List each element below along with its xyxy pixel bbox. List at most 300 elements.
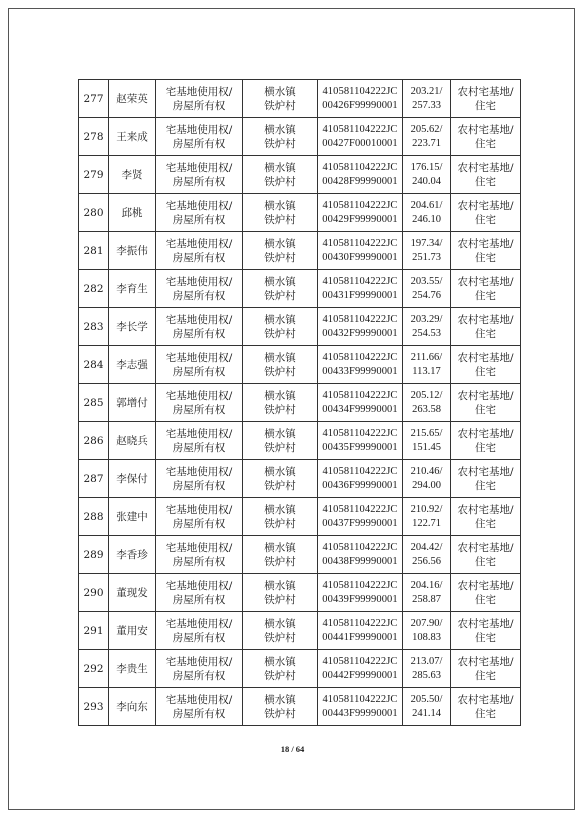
owner-name-cell: 王来成 xyxy=(109,118,156,156)
land-use-line: 住宅 xyxy=(475,441,496,454)
unit-code-line: 410581104222JC xyxy=(322,199,398,211)
right-type-line: 房屋所有权 xyxy=(172,175,226,188)
right-type-cell xyxy=(156,612,243,650)
area-line: 108.83 xyxy=(412,631,441,643)
right-type-cell xyxy=(156,384,243,422)
table-row xyxy=(79,688,521,726)
unit-code-line: 00442F99990001 xyxy=(322,669,398,681)
location-line: 横水镇 xyxy=(264,693,296,706)
right-type-line: 房屋所有权 xyxy=(172,403,226,416)
area-line: 285.63 xyxy=(412,669,441,681)
location-line: 铁炉村 xyxy=(264,669,296,682)
area-cell xyxy=(403,346,451,384)
unit-code-cell xyxy=(318,536,403,574)
right-type-line: 宅基地使用权/ xyxy=(165,465,233,478)
owner-name-cell: 邱桃 xyxy=(109,194,156,232)
right-type-line: 宅基地使用权/ xyxy=(165,275,233,288)
record-number-cell: 291 xyxy=(79,612,109,650)
location-line: 横水镇 xyxy=(264,123,296,136)
land-use-line: 农村宅基地/ xyxy=(457,541,514,554)
unit-code-cell xyxy=(318,308,403,346)
record-number-cell: 284 xyxy=(79,346,109,384)
land-use-line: 住宅 xyxy=(475,403,496,416)
owner-name-cell: 李贤 xyxy=(109,156,156,194)
location-line: 铁炉村 xyxy=(264,327,296,340)
unit-code-cell xyxy=(318,346,403,384)
land-use-cell xyxy=(451,574,521,612)
location-cell xyxy=(243,308,318,346)
land-use-line: 农村宅基地/ xyxy=(457,237,514,250)
location-cell xyxy=(243,384,318,422)
unit-code-line: 410581104222JC xyxy=(322,123,398,135)
right-type-line: 房屋所有权 xyxy=(172,289,226,302)
owner-name-cell: 董用安 xyxy=(109,612,156,650)
right-type-cell xyxy=(156,308,243,346)
right-type-line: 房屋所有权 xyxy=(172,327,226,340)
land-use-cell xyxy=(451,194,521,232)
unit-code-line: 00435F99990001 xyxy=(322,441,398,453)
area-line: 197.34/ xyxy=(410,237,443,249)
unit-code-line: 410581104222JC xyxy=(322,427,398,439)
right-type-line: 房屋所有权 xyxy=(172,99,226,112)
land-use-cell xyxy=(451,384,521,422)
location-line: 铁炉村 xyxy=(264,707,296,720)
unit-code-cell xyxy=(318,650,403,688)
record-number-cell: 286 xyxy=(79,422,109,460)
unit-code-line: 00436F99990001 xyxy=(322,479,398,491)
unit-code-cell xyxy=(318,612,403,650)
location-line: 横水镇 xyxy=(264,199,296,212)
location-line: 铁炉村 xyxy=(264,631,296,644)
right-type-cell xyxy=(156,118,243,156)
right-type-line: 房屋所有权 xyxy=(172,517,226,530)
record-number-cell: 292 xyxy=(79,650,109,688)
table-row xyxy=(79,384,521,422)
unit-code-cell xyxy=(318,156,403,194)
area-line: 213.07/ xyxy=(410,655,443,667)
location-line: 铁炉村 xyxy=(264,289,296,302)
area-line: 204.61/ xyxy=(410,199,443,211)
location-line: 铁炉村 xyxy=(264,403,296,416)
location-line: 横水镇 xyxy=(264,579,296,592)
location-cell xyxy=(243,80,318,118)
right-type-cell xyxy=(156,422,243,460)
location-line: 铁炉村 xyxy=(264,555,296,568)
land-use-line: 农村宅基地/ xyxy=(457,351,514,364)
area-line: 205.62/ xyxy=(410,123,443,135)
record-number-cell: 279 xyxy=(79,156,109,194)
land-use-line: 住宅 xyxy=(475,631,496,644)
owner-name-cell: 李振伟 xyxy=(109,232,156,270)
land-use-line: 住宅 xyxy=(475,707,496,720)
location-line: 横水镇 xyxy=(264,85,296,98)
land-use-cell xyxy=(451,536,521,574)
table-row xyxy=(79,232,521,270)
land-use-line: 农村宅基地/ xyxy=(457,579,514,592)
record-number-cell: 289 xyxy=(79,536,109,574)
area-line: 254.53 xyxy=(412,327,441,339)
area-cell xyxy=(403,498,451,536)
area-line: 203.21/ xyxy=(410,85,443,97)
unit-code-cell xyxy=(318,498,403,536)
unit-code-line: 410581104222JC xyxy=(322,579,398,591)
owner-name-cell: 李向东 xyxy=(109,688,156,726)
owner-name-cell: 李香珍 xyxy=(109,536,156,574)
right-type-cell xyxy=(156,194,243,232)
owner-name-cell: 李贵生 xyxy=(109,650,156,688)
right-type-cell xyxy=(156,650,243,688)
right-type-cell xyxy=(156,574,243,612)
record-number-cell: 290 xyxy=(79,574,109,612)
area-line: 263.58 xyxy=(412,403,441,415)
table-row xyxy=(79,156,521,194)
right-type-line: 房屋所有权 xyxy=(172,251,226,264)
location-line: 铁炉村 xyxy=(264,175,296,188)
area-line: 223.71 xyxy=(412,137,441,149)
record-number-cell: 285 xyxy=(79,384,109,422)
unit-code-line: 410581104222JC xyxy=(322,313,398,325)
unit-code-line: 410581104222JC xyxy=(322,237,398,249)
area-cell xyxy=(403,612,451,650)
unit-code-line: 00427F00010001 xyxy=(322,137,398,149)
area-line: 211.66/ xyxy=(410,351,443,363)
location-cell xyxy=(243,574,318,612)
land-use-line: 农村宅基地/ xyxy=(457,617,514,630)
land-use-line: 农村宅基地/ xyxy=(457,313,514,326)
location-line: 横水镇 xyxy=(264,541,296,554)
area-line: 241.14 xyxy=(412,707,441,719)
land-use-line: 住宅 xyxy=(475,175,496,188)
right-type-line: 宅基地使用权/ xyxy=(165,199,233,212)
land-use-line: 住宅 xyxy=(475,289,496,302)
right-type-cell xyxy=(156,232,243,270)
location-cell xyxy=(243,270,318,308)
area-line: 294.00 xyxy=(412,479,441,491)
land-use-line: 农村宅基地/ xyxy=(457,693,514,706)
unit-code-line: 00429F99990001 xyxy=(322,213,398,225)
table-row xyxy=(79,422,521,460)
area-line: 204.42/ xyxy=(410,541,443,553)
unit-code-cell xyxy=(318,574,403,612)
location-line: 铁炉村 xyxy=(264,365,296,378)
unit-code-line: 00437F99990001 xyxy=(322,517,398,529)
area-line: 203.29/ xyxy=(410,313,443,325)
area-line: 203.55/ xyxy=(410,275,443,287)
table-row xyxy=(79,650,521,688)
land-use-cell xyxy=(451,460,521,498)
land-use-line: 住宅 xyxy=(475,213,496,226)
location-line: 铁炉村 xyxy=(264,517,296,530)
location-cell xyxy=(243,498,318,536)
right-type-line: 宅基地使用权/ xyxy=(165,541,233,554)
location-line: 横水镇 xyxy=(264,655,296,668)
right-type-line: 宅基地使用权/ xyxy=(165,655,233,668)
land-use-line: 住宅 xyxy=(475,517,496,530)
land-use-cell xyxy=(451,346,521,384)
right-type-line: 房屋所有权 xyxy=(172,707,226,720)
right-type-line: 宅基地使用权/ xyxy=(165,237,233,250)
unit-code-line: 00443F99990001 xyxy=(322,707,398,719)
right-type-line: 宅基地使用权/ xyxy=(165,427,233,440)
land-use-line: 农村宅基地/ xyxy=(457,503,514,516)
table-row xyxy=(79,612,521,650)
right-type-line: 宅基地使用权/ xyxy=(165,123,233,136)
location-cell xyxy=(243,460,318,498)
records-table xyxy=(78,79,521,726)
right-type-line: 房屋所有权 xyxy=(172,213,226,226)
unit-code-line: 410581104222JC xyxy=(322,351,398,363)
owner-name-cell: 张建中 xyxy=(109,498,156,536)
area-line: 210.46/ xyxy=(410,465,443,477)
right-type-cell xyxy=(156,80,243,118)
right-type-line: 宅基地使用权/ xyxy=(165,85,233,98)
unit-code-line: 410581104222JC xyxy=(322,465,398,477)
unit-code-line: 00431F99990001 xyxy=(322,289,398,301)
land-use-line: 住宅 xyxy=(475,555,496,568)
location-line: 铁炉村 xyxy=(264,99,296,112)
table-row xyxy=(79,194,521,232)
area-cell xyxy=(403,232,451,270)
location-line: 横水镇 xyxy=(264,161,296,174)
land-use-cell xyxy=(451,80,521,118)
right-type-line: 宅基地使用权/ xyxy=(165,617,233,630)
unit-code-cell xyxy=(318,688,403,726)
location-line: 横水镇 xyxy=(264,617,296,630)
right-type-line: 宅基地使用权/ xyxy=(165,693,233,706)
right-type-line: 宅基地使用权/ xyxy=(165,389,233,402)
area-cell xyxy=(403,688,451,726)
area-line: 113.17 xyxy=(412,365,441,377)
land-use-line: 住宅 xyxy=(475,479,496,492)
right-type-cell xyxy=(156,346,243,384)
area-line: 257.33 xyxy=(412,99,441,111)
land-use-cell xyxy=(451,422,521,460)
area-cell xyxy=(403,384,451,422)
right-type-cell xyxy=(156,536,243,574)
location-line: 铁炉村 xyxy=(264,593,296,606)
land-use-cell xyxy=(451,270,521,308)
area-line: 240.04 xyxy=(412,175,441,187)
location-cell xyxy=(243,156,318,194)
area-line: 251.73 xyxy=(412,251,441,263)
table-row xyxy=(79,498,521,536)
table-row xyxy=(79,270,521,308)
table-row xyxy=(79,80,521,118)
location-line: 横水镇 xyxy=(264,351,296,364)
location-line: 铁炉村 xyxy=(264,137,296,150)
right-type-line: 宅基地使用权/ xyxy=(165,313,233,326)
location-cell xyxy=(243,650,318,688)
unit-code-line: 410581104222JC xyxy=(322,389,398,401)
unit-code-line: 00430F99990001 xyxy=(322,251,398,263)
page-number: 18 / 64 xyxy=(280,744,305,754)
land-use-cell xyxy=(451,650,521,688)
record-number-cell: 282 xyxy=(79,270,109,308)
right-type-line: 宅基地使用权/ xyxy=(165,579,233,592)
right-type-cell xyxy=(156,498,243,536)
land-use-line: 农村宅基地/ xyxy=(457,275,514,288)
unit-code-cell xyxy=(318,460,403,498)
unit-code-cell xyxy=(318,232,403,270)
table-row xyxy=(79,574,521,612)
unit-code-line: 410581104222JC xyxy=(322,693,398,705)
area-line: 254.76 xyxy=(412,289,441,301)
right-type-line: 房屋所有权 xyxy=(172,593,226,606)
unit-code-cell xyxy=(318,270,403,308)
owner-name-cell: 李志强 xyxy=(109,346,156,384)
location-line: 横水镇 xyxy=(264,427,296,440)
area-line: 151.45 xyxy=(412,441,441,453)
land-use-line: 农村宅基地/ xyxy=(457,85,514,98)
location-line: 铁炉村 xyxy=(264,251,296,264)
unit-code-line: 00438F99990001 xyxy=(322,555,398,567)
record-number-cell: 293 xyxy=(79,688,109,726)
area-cell xyxy=(403,422,451,460)
unit-code-cell xyxy=(318,384,403,422)
area-cell xyxy=(403,156,451,194)
location-cell xyxy=(243,118,318,156)
right-type-line: 房屋所有权 xyxy=(172,479,226,492)
land-use-line: 农村宅基地/ xyxy=(457,161,514,174)
area-line: 258.87 xyxy=(412,593,441,605)
right-type-line: 房屋所有权 xyxy=(172,137,226,150)
owner-name-cell: 李长学 xyxy=(109,308,156,346)
record-number-cell: 283 xyxy=(79,308,109,346)
unit-code-line: 410581104222JC xyxy=(322,503,398,515)
land-use-line: 住宅 xyxy=(475,593,496,606)
right-type-line: 房屋所有权 xyxy=(172,441,226,454)
area-cell xyxy=(403,308,451,346)
unit-code-line: 00434F99990001 xyxy=(322,403,398,415)
land-use-line: 农村宅基地/ xyxy=(457,655,514,668)
record-number-cell: 287 xyxy=(79,460,109,498)
table-row xyxy=(79,460,521,498)
land-use-cell xyxy=(451,308,521,346)
area-line: 256.56 xyxy=(412,555,441,567)
location-line: 横水镇 xyxy=(264,237,296,250)
area-cell xyxy=(403,194,451,232)
right-type-line: 宅基地使用权/ xyxy=(165,351,233,364)
area-line: 204.16/ xyxy=(410,579,443,591)
location-cell xyxy=(243,536,318,574)
area-line: 122.71 xyxy=(412,517,441,529)
owner-name-cell: 董现发 xyxy=(109,574,156,612)
right-type-line: 宅基地使用权/ xyxy=(165,503,233,516)
record-number-cell: 281 xyxy=(79,232,109,270)
right-type-cell xyxy=(156,460,243,498)
table-row xyxy=(79,118,521,156)
area-cell xyxy=(403,460,451,498)
unit-code-cell xyxy=(318,118,403,156)
location-line: 铁炉村 xyxy=(264,213,296,226)
owner-name-cell: 赵晓兵 xyxy=(109,422,156,460)
unit-code-line: 410581104222JC xyxy=(322,541,398,553)
right-type-line: 房屋所有权 xyxy=(172,555,226,568)
location-line: 横水镇 xyxy=(264,275,296,288)
owner-name-cell: 赵荣英 xyxy=(109,80,156,118)
area-cell xyxy=(403,650,451,688)
unit-code-line: 410581104222JC xyxy=(322,275,398,287)
record-number-cell: 280 xyxy=(79,194,109,232)
area-line: 205.12/ xyxy=(410,389,443,401)
unit-code-line: 410581104222JC xyxy=(322,617,398,629)
land-use-cell xyxy=(451,498,521,536)
unit-code-line: 00439F99990001 xyxy=(322,593,398,605)
area-cell xyxy=(403,536,451,574)
table-row xyxy=(79,308,521,346)
right-type-line: 房屋所有权 xyxy=(172,631,226,644)
right-type-line: 房屋所有权 xyxy=(172,669,226,682)
unit-code-line: 00428F99990001 xyxy=(322,175,398,187)
area-line: 207.90/ xyxy=(410,617,443,629)
location-line: 横水镇 xyxy=(264,313,296,326)
location-cell xyxy=(243,232,318,270)
location-line: 铁炉村 xyxy=(264,441,296,454)
land-use-line: 住宅 xyxy=(475,251,496,264)
record-number-cell: 288 xyxy=(79,498,109,536)
area-cell xyxy=(403,574,451,612)
area-line: 205.50/ xyxy=(410,693,443,705)
right-type-cell xyxy=(156,688,243,726)
land-use-line: 农村宅基地/ xyxy=(457,389,514,402)
unit-code-cell xyxy=(318,422,403,460)
area-cell xyxy=(403,80,451,118)
land-use-line: 住宅 xyxy=(475,99,496,112)
location-line: 横水镇 xyxy=(264,503,296,516)
location-cell xyxy=(243,422,318,460)
right-type-line: 房屋所有权 xyxy=(172,365,226,378)
location-cell xyxy=(243,194,318,232)
unit-code-cell xyxy=(318,80,403,118)
unit-code-line: 410581104222JC xyxy=(322,85,398,97)
land-use-cell xyxy=(451,118,521,156)
land-use-line: 农村宅基地/ xyxy=(457,123,514,136)
right-type-line: 宅基地使用权/ xyxy=(165,161,233,174)
area-cell xyxy=(403,118,451,156)
land-use-line: 住宅 xyxy=(475,365,496,378)
unit-code-line: 00441F99990001 xyxy=(322,631,398,643)
land-use-line: 农村宅基地/ xyxy=(457,427,514,440)
location-cell xyxy=(243,612,318,650)
location-line: 横水镇 xyxy=(264,465,296,478)
owner-name-cell: 李育生 xyxy=(109,270,156,308)
owner-name-cell: 李保付 xyxy=(109,460,156,498)
land-use-line: 农村宅基地/ xyxy=(457,465,514,478)
unit-code-line: 00432F99990001 xyxy=(322,327,398,339)
area-line: 176.15/ xyxy=(410,161,443,173)
table-row xyxy=(79,536,521,574)
location-cell xyxy=(243,688,318,726)
unit-code-line: 410581104222JC xyxy=(322,655,398,667)
location-line: 铁炉村 xyxy=(264,479,296,492)
area-line: 215.65/ xyxy=(410,427,443,439)
area-line: 210.92/ xyxy=(410,503,443,515)
owner-name-cell: 郭增付 xyxy=(109,384,156,422)
record-number-cell: 277 xyxy=(79,80,109,118)
land-use-line: 住宅 xyxy=(475,327,496,340)
location-cell xyxy=(243,346,318,384)
land-use-cell xyxy=(451,688,521,726)
land-use-cell xyxy=(451,612,521,650)
unit-code-line: 00433F99990001 xyxy=(322,365,398,377)
records-body xyxy=(79,80,521,726)
record-number-cell: 278 xyxy=(79,118,109,156)
land-use-line: 住宅 xyxy=(475,137,496,150)
unit-code-line: 00426F99990001 xyxy=(322,99,398,111)
table-row xyxy=(79,346,521,384)
unit-code-cell xyxy=(318,194,403,232)
right-type-cell xyxy=(156,270,243,308)
